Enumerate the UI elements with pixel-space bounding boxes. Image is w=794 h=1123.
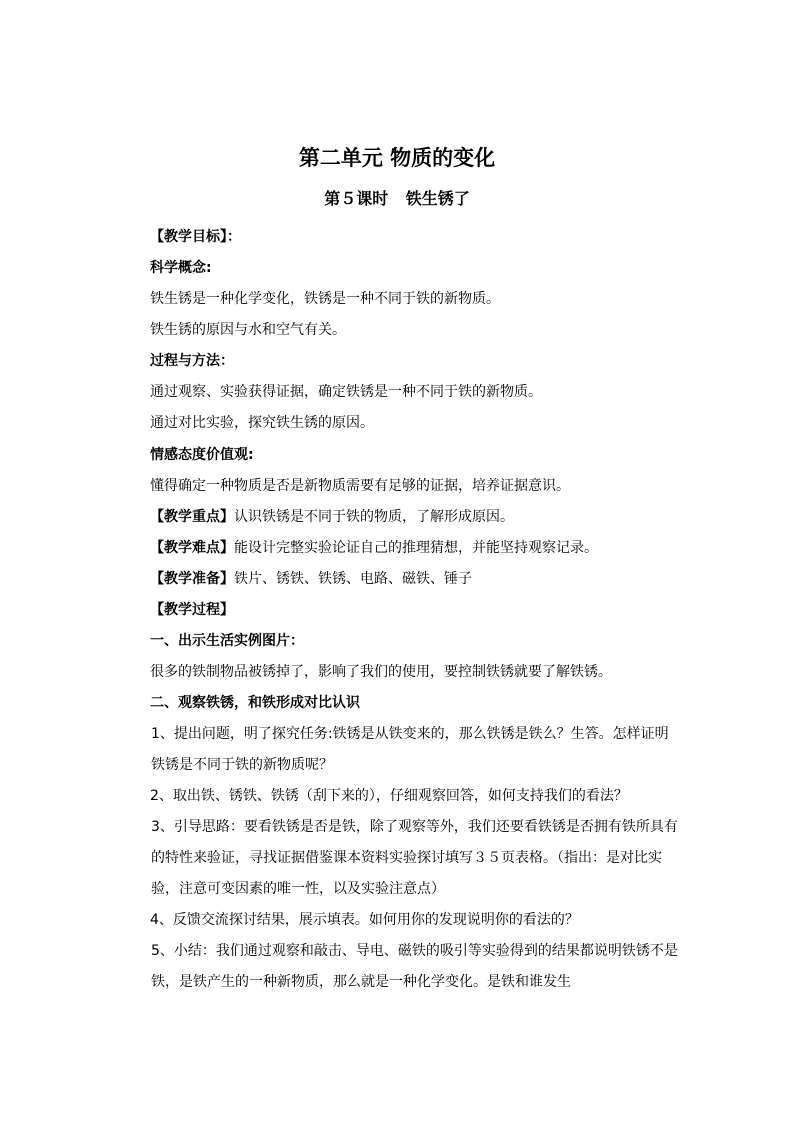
section1-text: 很多的铁制物品被锈掉了，影响了我们的使用，要控制铁锈就要了解铁锈。	[150, 664, 612, 680]
science-concept-1: 铁生锈是一种化学变化，铁锈是一种不同于铁的新物质。	[150, 291, 500, 307]
difficulty-line	[150, 537, 770, 559]
step-1: 1、提出问题，明了探究任务:铁锈是从铁变来的，那么铁锈是铁么？生答。怎样证明铁锈是不同于铁的新物质呢？	[151, 726, 669, 773]
preparation-line	[150, 568, 770, 590]
process-method-1: 通过观察、实验获得证据，确定铁锈是一种不同于铁的新物质。	[150, 384, 542, 400]
attitude-heading: 情感态度价值观:	[150, 447, 254, 463]
key-point-label: 【教学重点】	[150, 509, 234, 525]
section2-heading: 二、观察铁锈，和铁形成对比认识	[150, 695, 360, 711]
science-concept-2: 铁生锈的原因与水和空气有关。	[150, 322, 346, 338]
process-method-2: 通过对比实验，探究铁生锈的原因。	[150, 415, 374, 431]
document-title: 第二单元 物质的变化	[298, 145, 496, 170]
lesson-subtitle: 第５课时 铁生锈了	[324, 189, 470, 208]
section1-heading: 一、出示生活实例图片：	[150, 633, 304, 649]
preparation-text: 铁片、锈铁、铁锈、电路、磁铁、锤子	[234, 571, 472, 587]
step-5: 5、小结：我们通过观察和敲击、导电、磁铁的吸引等实验得到的结果都说明铁锈不是铁，是铁产生的一种新物质，那么就是一种化学变化。是铁和谁发生	[151, 943, 678, 990]
preparation-label: 【教学准备】	[150, 571, 234, 587]
key-point-text: 认识铁锈是不同于铁的物质，了解形成原因。	[234, 509, 514, 525]
process-methods-heading: 过程与方法：	[150, 353, 234, 369]
key-point-line	[150, 506, 770, 528]
step-2: 2、取出铁、锈铁、铁锈（刮下来的），仔细观察回答，如何支持我们的看法？	[150, 788, 628, 804]
process-heading: 【教学过程】	[150, 602, 234, 618]
difficulty-text: 能设计完整实验论证自己的推理猜想，并能坚持观察记录。	[234, 540, 598, 556]
attitude-text: 懂得确定一种物质是否是新物质需要有足够的证据，培养证据意识。	[150, 478, 570, 494]
step-4: 4、反馈交流探讨结果，展示填表。如何用你的发现说明你的看法的？	[150, 912, 579, 928]
objectives-heading: 【教学目标】：	[150, 229, 241, 245]
difficulty-label: 【教学难点】	[150, 540, 234, 556]
step-3: 3、引导思路：要看铁锈是否是铁，除了观察等外，我们还要看铁锈是否拥有铁所具有的特性来验证，寻找证据借鉴课本资料实验探讨填写３５页表格。（指出：是对比实验，注意可变因素的唯一性，以及实验注意点）	[151, 819, 678, 897]
science-concepts-heading: 科学概念:	[150, 260, 212, 276]
